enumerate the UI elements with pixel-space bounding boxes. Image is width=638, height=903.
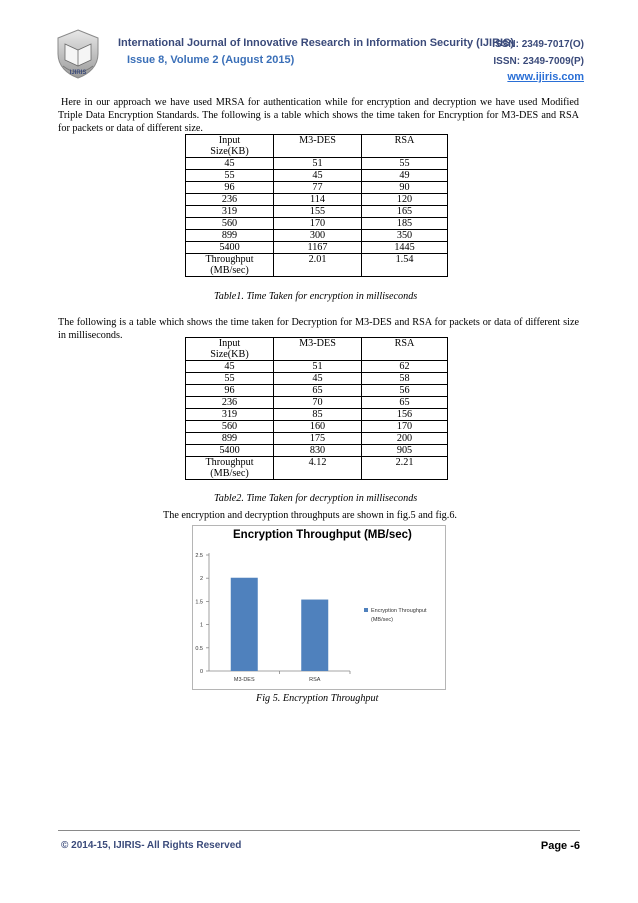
copyright: © 2014-15, IJIRIS- All Rights Reserved <box>61 840 242 851</box>
figure-caption: Fig 5. Encryption Throughput <box>256 693 379 704</box>
table-cell: 55 <box>362 158 448 170</box>
table-cell: 1.54 <box>362 254 448 277</box>
table-cell: Input Size(KB) <box>186 338 274 361</box>
table-row <box>186 457 448 480</box>
table-row <box>186 194 448 206</box>
bar-m3-des <box>231 578 258 671</box>
table-cell: 160 <box>274 421 362 433</box>
table-cell: 2.01 <box>274 254 362 277</box>
table-cell: 51 <box>274 158 362 170</box>
table-header-row <box>186 338 448 361</box>
table-cell: 85 <box>274 409 362 421</box>
table-cell: 55 <box>186 373 274 385</box>
issn-online: ISSN: 2349-7017(O) <box>492 39 584 50</box>
encryption-table <box>185 134 448 277</box>
table-row <box>186 421 448 433</box>
table-cell: 77 <box>274 182 362 194</box>
table-cell: Throughput (MB/sec) <box>186 457 274 480</box>
y-tick-label: 0.5 <box>195 645 203 652</box>
table-cell: 49 <box>362 170 448 182</box>
table-cell: 156 <box>362 409 448 421</box>
page-number: Page -6 <box>540 840 580 852</box>
table-cell: 58 <box>362 373 448 385</box>
table-cell: 1445 <box>362 242 448 254</box>
table-row <box>186 361 448 373</box>
journal-logo <box>51 26 105 80</box>
journal-title: International Journal of Innovative Research in Information Security (IJIRIS) <box>118 37 515 49</box>
table-cell: 155 <box>274 206 362 218</box>
issue-info: Issue 8, Volume 2 (August 2015) <box>127 54 295 66</box>
table-cell: 350 <box>362 230 448 242</box>
legend-swatch <box>364 608 368 612</box>
table-cell: 55 <box>186 170 274 182</box>
table-cell: M3-DES <box>274 135 362 158</box>
table-cell: Throughput (MB/sec) <box>186 254 274 277</box>
table-cell: M3-DES <box>274 338 362 361</box>
table-row <box>186 230 448 242</box>
table-row <box>186 385 448 397</box>
table-row <box>186 409 448 421</box>
issn-print: ISSN: 2349-7009(P) <box>493 56 584 67</box>
footer-divider <box>58 830 580 831</box>
table-cell: 65 <box>274 385 362 397</box>
table-row <box>186 206 448 218</box>
website-link[interactable]: www.ijiris.com <box>507 71 584 83</box>
table-row <box>186 373 448 385</box>
x-tick-label: M3-DES <box>233 677 255 683</box>
table-row <box>186 242 448 254</box>
table-cell: 830 <box>274 445 362 457</box>
table-cell: 90 <box>362 182 448 194</box>
table-cell: 70 <box>274 397 362 409</box>
table-cell: RSA <box>362 135 448 158</box>
paragraph-2: The following is a table which shows the time taken for Decryption for M3-DES and RSA for packets or data of different size in milliseconds. <box>58 317 579 341</box>
legend-label: Encryption Throughput <box>371 608 427 614</box>
table-cell: 185 <box>362 218 448 230</box>
table-row <box>186 218 448 230</box>
table1-caption: Table1. Time Taken for encryption in milliseconds <box>214 291 418 302</box>
table-row <box>186 182 448 194</box>
table-row <box>186 170 448 182</box>
table-cell: 165 <box>362 206 448 218</box>
table-cell: 5400 <box>186 445 274 457</box>
bar-rsa <box>301 600 328 671</box>
table-cell: 45 <box>186 361 274 373</box>
logo-text: IJIRIS <box>69 70 87 76</box>
y-tick-label: 0 <box>199 669 203 675</box>
y-tick-label: 2.5 <box>195 553 203 559</box>
table-cell: 96 <box>186 182 274 194</box>
y-tick-label: 1.5 <box>195 599 203 606</box>
table-cell: 175 <box>274 433 362 445</box>
table-cell: 5400 <box>186 242 274 254</box>
legend-label: (MB/sec) <box>371 617 393 623</box>
table-cell: 560 <box>186 218 274 230</box>
table-cell: 45 <box>274 373 362 385</box>
table-cell: 114 <box>274 194 362 206</box>
table-cell: 62 <box>362 361 448 373</box>
table-cell: 45 <box>186 158 274 170</box>
table-row <box>186 445 448 457</box>
y-tick-label: 2 <box>199 576 203 583</box>
decryption-table <box>185 337 448 480</box>
table-cell: 120 <box>362 194 448 206</box>
x-tick-label: RSA <box>309 677 321 683</box>
table-row <box>186 433 448 445</box>
table-cell: 96 <box>186 385 274 397</box>
table-row <box>186 254 448 277</box>
table-cell: 170 <box>274 218 362 230</box>
y-tick-label: 1 <box>199 622 203 629</box>
table-cell: 319 <box>186 409 274 421</box>
table-cell: 899 <box>186 433 274 445</box>
chart-title: Encryption Throughput (MB/sec) <box>233 529 412 541</box>
table-cell: 45 <box>274 170 362 182</box>
table-cell: 236 <box>186 397 274 409</box>
table-cell: 56 <box>362 385 448 397</box>
table-cell: 4.12 <box>274 457 362 480</box>
table-cell: 51 <box>274 361 362 373</box>
table-row <box>186 158 448 170</box>
table-cell: 1167 <box>274 242 362 254</box>
table2-caption: Table2. Time Taken for decryption in milliseconds <box>214 493 418 504</box>
table-cell: 560 <box>186 421 274 433</box>
table-cell: Input Size(KB) <box>186 135 274 158</box>
table-cell: 899 <box>186 230 274 242</box>
table-cell: 319 <box>186 206 274 218</box>
table-cell: 200 <box>362 433 448 445</box>
table-row <box>186 397 448 409</box>
throughput-bar-chart <box>192 525 444 688</box>
table-cell: 300 <box>274 230 362 242</box>
table-cell: RSA <box>362 338 448 361</box>
table-header-row <box>186 135 448 158</box>
paragraph-1: Here in our approach we have used MRSA for authentication while for encryption and decryption we have used Modified Triple Data Encryption Standards. The following is a table which shows the time taken for Encryption for M3-DES and RSA for packets or data of different size. <box>58 97 579 134</box>
table-cell: 170 <box>362 421 448 433</box>
table-cell: 905 <box>362 445 448 457</box>
table-cell: 236 <box>186 194 274 206</box>
paragraph-3: The encryption and decryption throughputs are shown in fig.5 and fig.6. <box>163 510 457 521</box>
table-cell: 2.21 <box>362 457 448 480</box>
table-cell: 65 <box>362 397 448 409</box>
